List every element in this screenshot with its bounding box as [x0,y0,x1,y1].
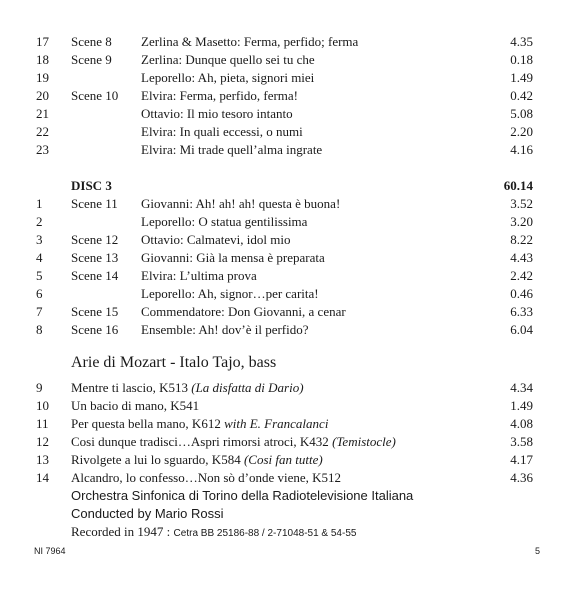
aria-title-block [71,415,328,433]
aria-row [0,433,588,451]
track-duration: 5.08 [510,106,533,121]
disc3-header [0,177,588,195]
track-row [0,69,588,87]
track-number: 19 [36,70,49,85]
aria-row [0,451,588,469]
aria-title: Cosi dunque tradisci…Aspri rimorsi atroci, K432 [71,434,333,449]
track-scene: Scene 12 [71,232,119,247]
track-duration: 2.42 [510,268,533,283]
recorded-detail: Cetra BB 25186-88 / 2-71048-51 & 54-55 [173,528,357,539]
track-title: Commendatore: Don Giovanni, a cenar [141,304,346,319]
track-row [0,33,588,51]
aria-title-block [71,469,341,487]
aria-number: 9 [36,380,43,395]
aria-number: 12 [36,434,49,449]
track-duration: 0.42 [510,88,533,103]
aria-note: (Cosi fan tutte) [243,452,323,467]
track-title: Zerlina & Masetto: Ferma, perfido; ferma [141,34,359,49]
page-number: 5 [534,546,540,556]
track-scene: Scene 15 [71,304,119,319]
disc-total-duration: 60.14 [503,178,533,193]
recorded-main: Recorded in 1947 : [71,524,174,539]
aria-title: Alcandro, lo confesso…Non sò d’onde viene, K512 [71,470,342,485]
track-scene: Scene 14 [71,268,119,283]
aria-duration: 4.08 [510,416,533,431]
track-number: 1 [36,196,43,211]
track-number: 5 [36,268,43,283]
track-row [0,123,588,141]
aria-row [0,469,588,487]
track-number: 20 [36,88,49,103]
track-row [0,105,588,123]
track-title: Leporello: Ah, signor…per carita! [141,286,319,301]
track-row [0,303,588,321]
aria-title: Mentre ti lascio, K513 [71,380,192,395]
aria-note: (Temistocle) [332,434,396,449]
aria-number: 13 [36,452,49,467]
recording-info [71,523,356,543]
track-title: Zerlina: Dunque quello sei tu che [141,52,315,67]
track-title: Leporello: Ah, pieta, signori miei [141,70,315,85]
track-number: 3 [36,232,43,247]
track-title: Elvira: In quali eccessi, o numi [141,124,303,139]
track-duration: 6.33 [510,304,533,319]
track-row [0,51,588,69]
track-number: 8 [36,322,43,337]
aria-number: 10 [36,398,49,413]
aria-title-block [71,379,304,397]
track-row [0,249,588,267]
aria-title-block [71,451,323,469]
track-row [0,141,588,159]
conductor-credit: Conducted by Mario Rossi [71,506,224,521]
aria-number: 11 [36,416,49,431]
track-duration: 0.18 [510,52,533,67]
track-row [0,213,588,231]
aria-title-block [71,433,396,451]
track-title: Elvira: Ferma, perfido, ferma! [141,88,299,103]
track-number: 23 [36,142,49,157]
aria-note: (La disfatta di Dario) [191,380,304,395]
track-title: Elvira: L’ultima prova [141,268,257,283]
track-number: 18 [36,52,49,67]
track-number: 2 [36,214,43,229]
track-row [0,267,588,285]
track-number: 7 [36,304,43,319]
track-row [0,87,588,105]
track-row [0,231,588,249]
track-title: Giovanni: Già la mensa è preparata [141,250,325,265]
aria-row [0,379,588,397]
track-number: 17 [36,34,49,49]
track-scene: Scene 13 [71,250,119,265]
track-title: Giovanni: Ah! ah! ah! questa è buona! [141,196,341,211]
track-number: 4 [36,250,43,265]
aria-title: Per questa bella mano, K612 [71,416,225,431]
track-duration: 0.46 [510,286,533,301]
track-duration: 4.43 [510,250,533,265]
aria-row [0,415,588,433]
track-row [0,195,588,213]
track-scene: Scene 9 [71,52,112,67]
track-scene: Scene 11 [71,196,118,211]
aria-duration: 1.49 [510,398,533,413]
track-duration: 4.35 [510,34,533,49]
disc-label: DISC 3 [71,178,112,193]
aria-duration: 3.58 [510,434,533,449]
track-number: 21 [36,106,49,121]
track-title: Ottavio: Calmatevi, idol mio [141,232,291,247]
track-title: Ensemble: Ah! dov’è il perfido? [141,322,309,337]
track-row [0,285,588,303]
aria-duration: 4.17 [510,452,533,467]
aria-duration: 4.36 [510,470,533,485]
track-duration: 2.20 [510,124,533,139]
track-scene: Scene 10 [71,88,119,103]
section-title: Arie di Mozart - Italo Tajo, bass [71,354,277,371]
track-number: 6 [36,286,43,301]
aria-title: Un bacio di mano, K541 [71,398,200,413]
orchestra-credit: Orchestra Sinfonica di Torino della Radiotelevisione Italiana [71,488,414,503]
track-title: Leporello: O statua gentilissima [141,214,308,229]
track-scene: Scene 16 [71,322,119,337]
track-duration: 1.49 [510,70,533,85]
track-duration: 3.20 [510,214,533,229]
catalog-number: NI 7964 [34,546,66,556]
aria-duration: 4.34 [510,380,533,395]
aria-title-block [71,397,199,415]
track-duration: 6.04 [510,322,533,337]
track-row [0,321,588,339]
aria-number: 14 [36,470,49,485]
aria-row [0,397,588,415]
track-title: Elvira: Mi trade quell’alma ingrate [141,142,323,157]
track-title: Ottavio: Il mio tesoro intanto [141,106,293,121]
track-number: 22 [36,124,49,139]
track-duration: 8.22 [510,232,533,247]
track-duration: 3.52 [510,196,533,211]
aria-title: Rivolgete a lui lo sguardo, K584 [71,452,244,467]
aria-note: with E. Francalanci [224,416,329,431]
track-scene: Scene 8 [71,34,112,49]
track-duration: 4.16 [510,142,533,157]
